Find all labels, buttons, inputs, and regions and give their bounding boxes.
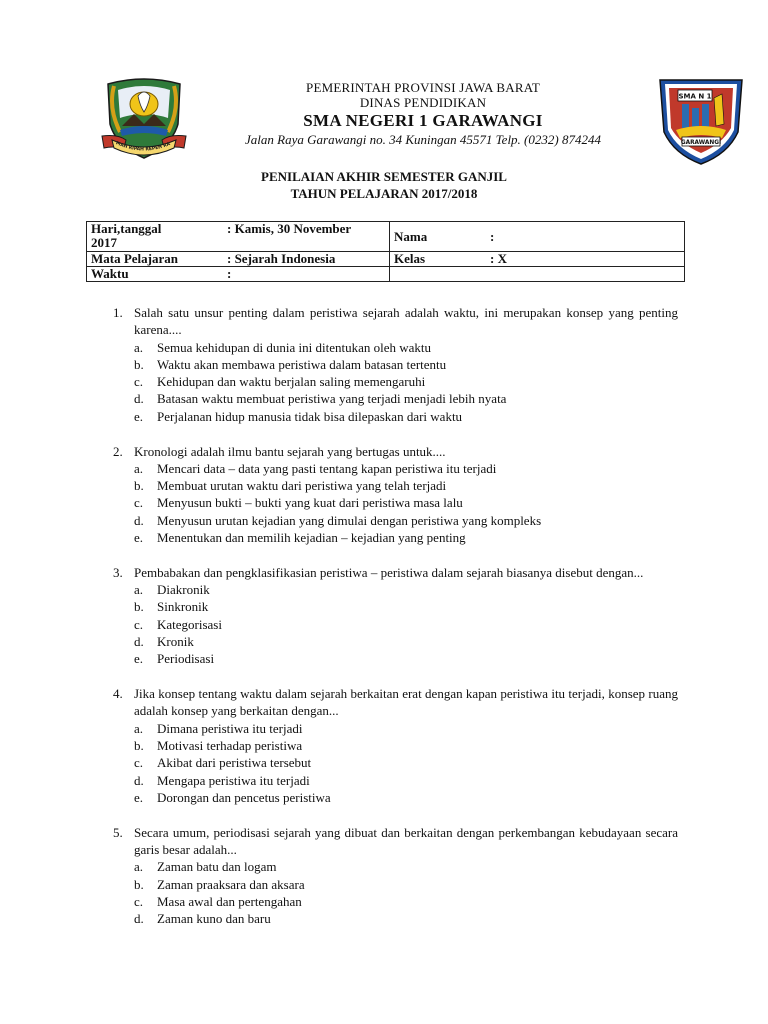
question-item [113, 443, 678, 547]
choice-text: Motivasi terhadap peristiwa [157, 738, 303, 754]
choice-text: Dorongan dan pencetus peristiwa [157, 789, 331, 805]
name-value: : [486, 222, 685, 252]
choice-text: Dimana peristiwa itu terjadi [157, 720, 303, 736]
choice-text: Kronik [157, 634, 194, 650]
choice-text: Perjalanan hidup manusia tidak bisa dilepaskan dari waktu [157, 408, 463, 424]
choice-item [134, 858, 678, 875]
choice-label: b. [134, 738, 144, 754]
empty-cell [486, 267, 685, 282]
question-number: 5. [113, 824, 123, 840]
choice-item [134, 772, 678, 789]
question-number: 4. [113, 686, 123, 702]
choice-text: Menentukan dan memilih kejadian – kejadian yang penting [157, 530, 466, 546]
question-text: Kronologi adalah ilmu bantu sejarah yang bertugas untuk.... [134, 443, 446, 459]
question-item [113, 824, 678, 928]
choice-label: c. [134, 755, 144, 771]
empty-cell [390, 267, 487, 282]
question-item [113, 304, 678, 425]
name-label: Nama [390, 222, 487, 252]
choice-label: b. [134, 876, 144, 892]
question-list [113, 304, 678, 945]
exam-title-line2: TAHUN PELAJARAN 2017/2018 [290, 186, 478, 201]
choice-text: Sinkronik [157, 599, 209, 615]
choice-list [134, 339, 678, 425]
date-year: 2017 [91, 235, 117, 250]
choice-item [134, 598, 678, 615]
question-number: 1. [113, 305, 123, 320]
choice-list [134, 858, 678, 927]
government-name: PEMERINTAH PROVINSI JAWA BARAT [306, 80, 540, 95]
info-row-subject [87, 252, 685, 267]
subject-value: : Sejarah Indonesia [223, 252, 390, 267]
choice-text: Periodisasi [157, 651, 215, 667]
choice-item [134, 737, 678, 754]
choice-item [134, 581, 678, 598]
choice-text: Zaman praaksara dan aksara [157, 876, 305, 892]
choice-label: c. [134, 616, 144, 632]
choice-item [134, 356, 678, 373]
choice-label: e. [134, 789, 144, 805]
info-row-date [87, 222, 685, 252]
choice-label: d. [134, 772, 144, 788]
exam-title-line1: PENILAIAN AKHIR SEMESTER GANJIL [261, 169, 507, 184]
time-label: Waktu [87, 267, 224, 282]
choice-label: e. [134, 530, 144, 546]
school-badge-logo [656, 74, 746, 166]
choice-item [134, 512, 678, 529]
choice-text: Menyusun bukti – bukti yang kuat dari peristiwa masa lalu [157, 495, 463, 511]
choice-text: Mencari data – data yang pasti tentang kapan peristiwa itu terjadi [157, 460, 497, 476]
exam-title [150, 168, 618, 202]
choice-text: Zaman kuno dan baru [157, 911, 271, 927]
subject-label: Mata Pelajaran [87, 252, 224, 267]
question-text: Pembabakan dan pengklasifikasian peristiwa – peristiwa dalam sejarah biasanya disebut dengan... [134, 564, 644, 580]
choice-text: Kehidupan dan waktu berjalan saling memengaruhi [157, 374, 426, 390]
choice-text: Masa awal dan pertengahan [157, 893, 302, 909]
choice-label: b. [134, 599, 144, 615]
choice-list [134, 581, 678, 667]
choice-item [134, 494, 678, 511]
choice-text: Kategorisasi [157, 616, 222, 632]
choice-text: Menyusun urutan kejadian yang dimulai dengan peristiwa yang kompleks [157, 512, 542, 528]
question-number: 3. [113, 564, 123, 580]
choice-item [134, 720, 678, 737]
choice-text: Waktu akan membawa peristiwa dalam batasan tertentu [157, 356, 447, 372]
choice-text: Akibat dari peristiwa tersebut [157, 755, 312, 771]
choice-item [134, 373, 678, 390]
choice-text: Membuat urutan waktu dari peristiwa yang telah terjadi [157, 478, 447, 494]
choice-label: d. [134, 634, 144, 650]
choice-item [134, 910, 678, 927]
choice-item [134, 893, 678, 910]
date-cell [87, 222, 224, 252]
date-value: : Kamis, 30 November [223, 222, 390, 252]
choice-label: a. [134, 582, 144, 598]
choice-label: b. [134, 356, 144, 372]
choice-label: c. [134, 374, 144, 390]
choice-text: Diakronik [157, 582, 210, 598]
question-item [113, 564, 678, 668]
exam-info-table [86, 221, 685, 282]
choice-item [134, 633, 678, 650]
date-label: Hari,tanggal [91, 221, 162, 236]
school-name: SMA NEGERI 1 GARAWANGI [303, 111, 543, 130]
choice-list [134, 460, 678, 546]
choice-item [134, 339, 678, 356]
choice-label: d. [134, 512, 144, 528]
info-row-time [87, 267, 685, 282]
choice-label: d. [134, 911, 144, 927]
choice-text: Zaman batu dan logam [157, 859, 277, 875]
choice-item [134, 408, 678, 425]
choice-item [134, 390, 678, 407]
choice-text: Batasan waktu membuat peristiwa yang terjadi menjadi lebih nyata [157, 391, 507, 407]
choice-text: Semua kehidupan di dunia ini ditentukan oleh waktu [157, 339, 432, 355]
choice-list [134, 720, 678, 806]
time-value: : [223, 267, 390, 282]
choice-label: c. [134, 893, 144, 909]
class-value: : X [486, 252, 685, 267]
choice-label: c. [134, 495, 144, 511]
choice-label: e. [134, 651, 144, 667]
question-text: Jika konsep tentang waktu dalam sejarah berkaitan erat dengan kapan peristiwa itu terjadi, konsep ruang adalah konsep yang berkaitan dengan... [134, 686, 678, 719]
choice-item [134, 789, 678, 806]
choice-label: a. [134, 859, 144, 875]
west-java-emblem-logo [98, 74, 190, 164]
choice-item [134, 754, 678, 771]
right-logo-bottom-text: GARAWANGI [680, 140, 722, 146]
choice-item [134, 650, 678, 667]
choice-item [134, 460, 678, 477]
question-text: Salah satu unsur penting dalam peristiwa sejarah adalah waktu, ini merupakan konsep yang penting karena.... [134, 305, 678, 338]
letterhead [200, 80, 646, 148]
choice-label: a. [134, 720, 144, 736]
class-label: Kelas [390, 252, 487, 267]
question-number: 2. [113, 443, 123, 459]
choice-item [134, 876, 678, 893]
right-logo-top-text: SMA N 1 [678, 92, 712, 101]
choice-label: e. [134, 408, 144, 424]
choice-item [134, 529, 678, 546]
question-text: Secara umum, periodisasi sejarah yang dibuat dan berkaitan dengan perkembangan kebudayaan secara garis besar adalah... [134, 824, 678, 858]
choice-label: a. [134, 339, 144, 355]
choice-item [134, 477, 678, 494]
choice-item [134, 616, 678, 633]
department-name: DINAS PENDIDIKAN [359, 95, 487, 110]
question-item [113, 685, 678, 806]
choice-label: d. [134, 391, 144, 407]
choice-label: b. [134, 478, 144, 494]
left-logo-motto: MAH RIPAH REPEH RA [114, 141, 172, 153]
choice-label: a. [134, 460, 144, 476]
choice-text: Mengapa peristiwa itu terjadi [157, 772, 310, 788]
school-address: Jalan Raya Garawangi no. 34 Kuningan 45571 Telp. (0232) 874244 [245, 132, 601, 147]
